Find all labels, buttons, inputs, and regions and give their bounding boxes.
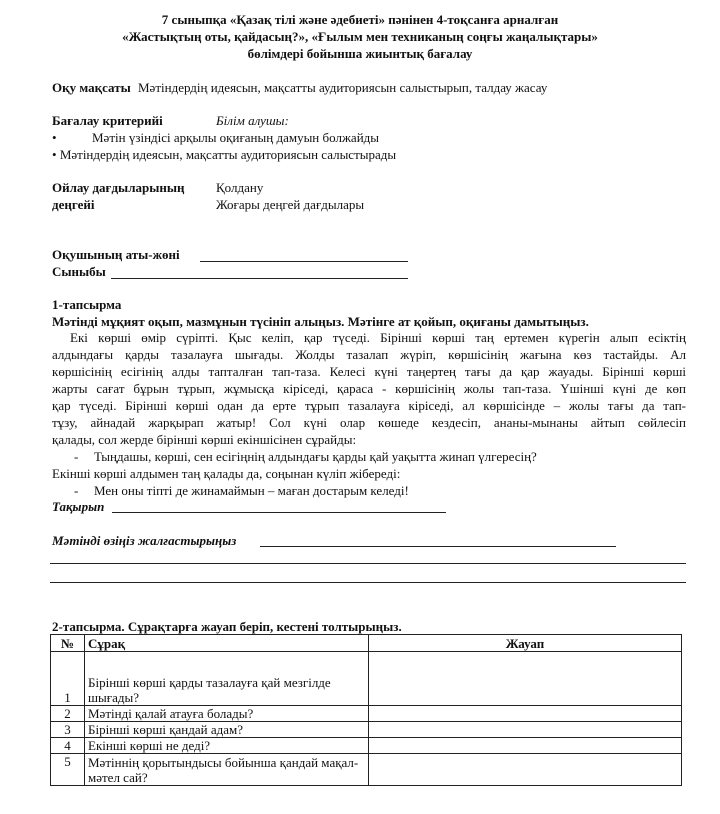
- row-question: Мәтіннің қорытындысы бойынша қандай мақал-мәтел сай?: [85, 754, 369, 786]
- row-number: 1: [51, 652, 85, 706]
- thinking-label-2: деңгейі: [52, 197, 95, 212]
- criteria-item-text: Мәтіндердің идеясын, мақсатты аудиториясын салыстырады: [59, 147, 397, 162]
- paragraph-line: көршісінің есігінің алды тапталған тап-таза. Келесі күні таңертең тағы да қар жауады. Бірінші көрші: [52, 364, 686, 379]
- row-question: Бірінші көрші қандай адам?: [85, 722, 369, 738]
- header-line-3: бөлімдері бойынша жиынтық бағалау: [247, 46, 473, 61]
- table-row: [51, 738, 682, 754]
- paragraph-line: қалады, сол жерде бірінші көрші екіншісінен сұрайды:: [52, 432, 357, 447]
- table-row: [51, 706, 682, 722]
- paragraph-line: қар түседі. Бірінші көрші одан да ерте тұрып тазалауға кіріседі, ал көршісінде – жолы тағы да тап-: [52, 398, 686, 413]
- continue-answer-line[interactable]: [50, 563, 686, 564]
- table-row: [51, 754, 682, 786]
- student-class-label: Сыныбы: [52, 264, 106, 279]
- row-answer-cell[interactable]: [369, 722, 682, 738]
- student-name-label: Оқушының аты-жөні: [52, 247, 180, 262]
- table-row: [51, 722, 682, 738]
- student-name-line[interactable]: [200, 261, 408, 262]
- topic-answer-line[interactable]: [112, 512, 446, 513]
- paragraph-line: алдындағы қарды тазалауға шығады. Жолды тазалап жүріп, көршісінің жағына көз тастайды. Ал: [52, 347, 686, 362]
- paragraph-line: Екі көрші өмір сүріпті. Қыс келіп, қар түседі. Бірінші көрші таң ертемен күрегін алып есіктің: [70, 330, 686, 345]
- continue-answer-line[interactable]: [260, 546, 616, 547]
- row-number: 4: [51, 738, 85, 754]
- dialogue-dash: -: [74, 449, 79, 464]
- task1-title: 1-тапсырма: [52, 297, 122, 312]
- paragraph-line: тұзу, айнадай жарқырап жатыр! Сол күні олар көшеде кездесіп, ананы-мынаны айтып сөйлесіп: [52, 415, 686, 430]
- questions-table: [50, 634, 682, 786]
- table-header-row: [51, 635, 682, 652]
- dialogue-dash: -: [74, 483, 79, 498]
- task1-instruction: Мәтінді мұқият оқып, мазмұнын түсініп алыңыз. Мәтінге ат қойып, оқиғаны дамытыңыз.: [52, 314, 589, 329]
- criteria-item-2: [52, 147, 396, 162]
- row-answer-cell[interactable]: [369, 754, 682, 786]
- criteria-item-text: Мәтін үзіндісі арқылы оқиғаның дамуын болжайды: [92, 130, 379, 145]
- objective-label: Оқу мақсаты: [52, 80, 131, 95]
- row-answer-cell[interactable]: [369, 706, 682, 722]
- row-number: 3: [51, 722, 85, 738]
- criteria-label: Бағалау критерийі: [52, 113, 163, 128]
- criteria-item-1: [52, 130, 379, 145]
- row-question: Мәтінді қалай атауға болады?: [85, 706, 369, 722]
- row-question: Екінші көрші не деді?: [85, 738, 369, 754]
- row-answer-cell[interactable]: [369, 738, 682, 754]
- column-header-question: Сұрақ: [85, 635, 369, 652]
- dialogue-line: Мен оны тіпті де жинамаймын – маған достарым келеді!: [94, 483, 409, 498]
- dialogue-line: Тыңдашы, көрші, сен есігіңнің алдындағы қарды қай уақытта жинап үлгересің?: [94, 449, 537, 464]
- continue-answer-line[interactable]: [50, 582, 686, 583]
- row-number: 2: [51, 706, 85, 722]
- row-question: Бірінші көрші қарды тазалауға қай мезгілде шығады?: [85, 652, 369, 706]
- thinking-value-1: Қолдану: [216, 180, 264, 195]
- topic-label: Тақырып: [52, 499, 105, 514]
- continue-label: Мәтінді өзіңіз жалғастырыңыз: [52, 533, 237, 548]
- table-row: [51, 652, 682, 706]
- row-number: 5: [51, 754, 85, 786]
- header-line-1: 7 сыныпқа «Қазақ тілі және әдебиеті» пәнінен 4-тоқсанға арналған: [161, 12, 559, 27]
- criteria-sublabel: Білім алушы:: [216, 113, 289, 128]
- thinking-value-2: Жоғары деңгей дағдылары: [216, 197, 365, 212]
- bullet-icon: •: [52, 130, 57, 145]
- header-line-2: «Жастықтың оты, қайдасың?», «Ғылым мен техниканың соңғы жаңалықтары»: [122, 29, 598, 44]
- row-answer-cell[interactable]: [369, 652, 682, 706]
- student-class-line[interactable]: [111, 278, 408, 279]
- thinking-label-1: Ойлау дағдыларының: [52, 180, 185, 195]
- bullet-icon: •: [52, 147, 57, 162]
- objective-row: [52, 80, 547, 95]
- column-header-answer: Жауап: [369, 635, 682, 652]
- dialogue-line: Екінші көрші алдымен таң қалады да, соңынан күліп жібереді:: [52, 466, 401, 481]
- paragraph-line: жарты сағат бұрын тұрып, жұмысқа кіріседі, қараса - көршісінің жолы тап-таза. Үшінші күні де көп: [52, 381, 686, 396]
- objective-text: Мәтіндердің идеясын, мақсатты аудиториясын салыстырып, талдау жасау: [138, 80, 548, 95]
- task2-title: 2-тапсырма. Сұрақтарға жауап беріп, кестені толтырыңыз.: [52, 619, 402, 634]
- column-header-number: №: [51, 635, 85, 652]
